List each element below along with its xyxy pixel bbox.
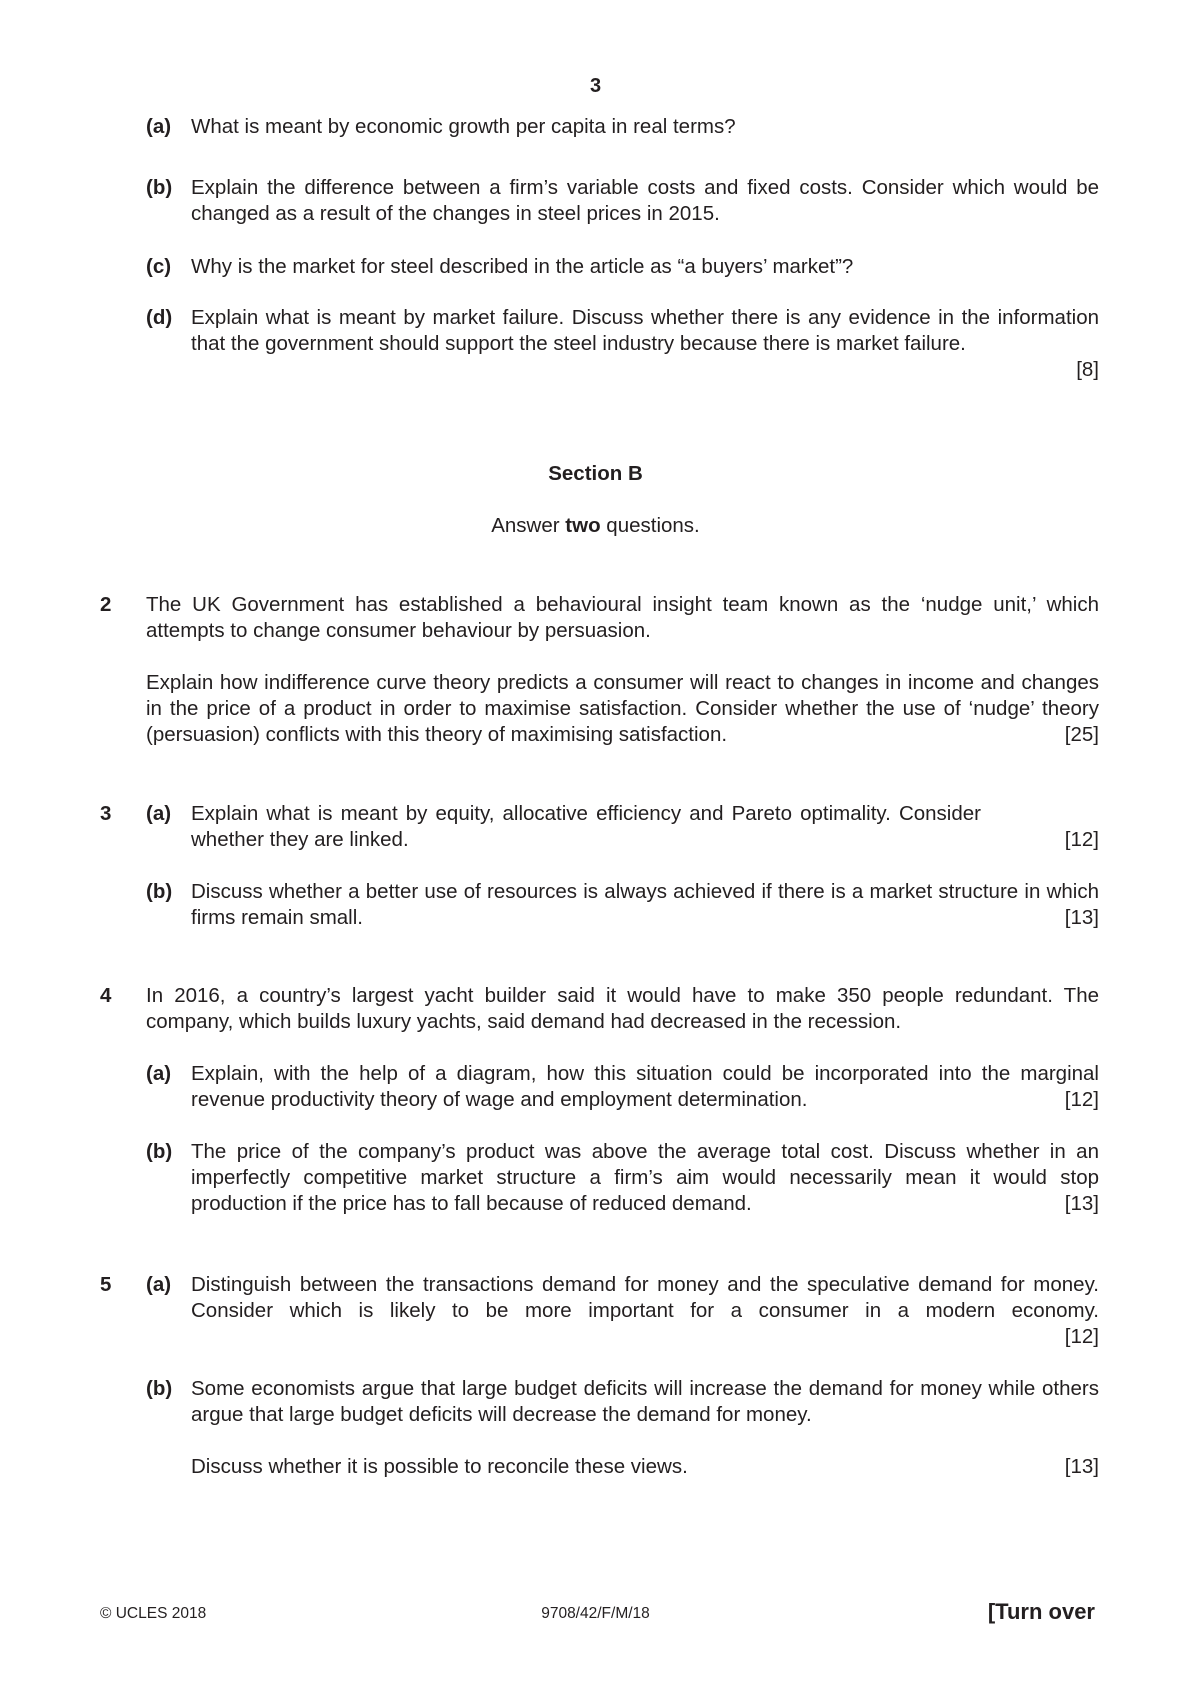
mark-allocation: [13]	[1064, 906, 1099, 929]
part-text: Explain the difference between a firm’s variable costs and fixed costs. Consider which would be changed as a result of the changes in steel prices in 2015.	[191, 176, 1099, 225]
part-text: Why is the market for steel described in the article as “a buyers’ market”?	[191, 255, 854, 278]
mark-allocation: [12]	[1064, 828, 1099, 851]
instruction-prefix: Answer	[491, 514, 566, 537]
part-label: (a)	[146, 1273, 172, 1296]
part-text: Explain what is meant by market failure. Discuss whether there is any evidence in the information that the government should support the steel industry because there is market failure.	[191, 306, 1099, 355]
part-label: (a)	[146, 115, 172, 138]
part-label: (c)	[146, 255, 172, 278]
part-label: (b)	[146, 176, 173, 199]
mark-allocation: [12]	[1064, 1325, 1099, 1348]
part-label: (a)	[146, 802, 172, 825]
footer-paper-code: 9708/42/F/M/18	[541, 1605, 650, 1622]
part-text: Distinguish between the transactions demand for money and the speculative demand for money. Consider which is likely to be more important for a consumer in a modern economy.	[191, 1273, 1099, 1322]
q1-part-a	[146, 114, 1099, 144]
part-label: (b)	[146, 1140, 173, 1163]
mark-allocation: [13]	[1064, 1192, 1099, 1215]
part-label: (a)	[146, 1062, 172, 1085]
page-number: 3	[589, 75, 602, 97]
question-task: Explain how indifference curve theory predicts a consumer will react to changes in income and changes in the price of a product in order to maximise satisfaction. Consider whether the use of ‘nudge’ theory (persuasion) conflicts with this theory of maximising satisfaction.	[146, 671, 1099, 746]
part-text: Explain, with the help of a diagram, how this situation could be incorporated into the marginal revenue productivity theory of wage and employment determination.	[191, 1062, 1099, 1111]
part-task: Discuss whether it is possible to reconcile these views.	[191, 1455, 688, 1478]
part-text: The price of the company’s product was above the average total cost. Discuss whether in an imperfectly competitive market structure a firm’s aim would necessarily mean it would stop production if the price has to fall because of reduced demand.	[191, 1140, 1099, 1215]
question-5	[100, 1272, 1099, 1492]
part-text: Some economists argue that large budget deficits will increase the demand for money while others argue that large budget deficits will decrease the demand for money.	[191, 1377, 1099, 1426]
instruction-suffix: questions.	[600, 514, 700, 537]
q1-part-b	[146, 175, 1099, 231]
mark-allocation: [13]	[1064, 1455, 1099, 1478]
question-3	[100, 801, 1099, 941]
question-number: 3	[100, 802, 112, 825]
part-text: What is meant by economic growth per capita in real terms?	[191, 115, 736, 138]
part-text: Explain what is meant by equity, allocative efficiency and Pareto optimality. Consider whether they are linked.	[191, 802, 981, 851]
part-text: Discuss whether a better use of resources is always achieved if there is a market structure in which firms remain small.	[191, 880, 1099, 929]
q1-part-c	[146, 254, 1099, 284]
question-4	[100, 983, 1099, 1223]
question-number: 2	[100, 593, 112, 616]
instruction-emphasis: two	[565, 514, 601, 537]
mark-allocation: [25]	[1064, 723, 1099, 746]
question-number: 4	[100, 984, 112, 1007]
turn-over-label: [Turn over	[987, 1599, 1095, 1624]
q1-part-d	[146, 305, 1099, 385]
part-label: (d)	[146, 306, 173, 329]
question-2	[100, 592, 1099, 752]
mark-allocation: [8]	[1076, 358, 1099, 381]
question-intro: The UK Government has established a behavioural insight team known as the ‘nudge unit,’ which attempts to change consumer behaviour by persuasion.	[146, 593, 1099, 642]
footer-copyright: © UCLES 2018	[100, 1605, 207, 1622]
section-instruction	[0, 514, 1191, 538]
mark-allocation: [12]	[1064, 1088, 1099, 1111]
question-number: 5	[100, 1273, 112, 1296]
question-intro: In 2016, a country’s largest yacht builder said it would have to make 350 people redundant. The company, which builds luxury yachts, said demand had decreased in the recession.	[146, 984, 1099, 1033]
section-title: Section B	[548, 462, 643, 485]
part-label: (b)	[146, 1377, 173, 1400]
part-label: (b)	[146, 880, 173, 903]
